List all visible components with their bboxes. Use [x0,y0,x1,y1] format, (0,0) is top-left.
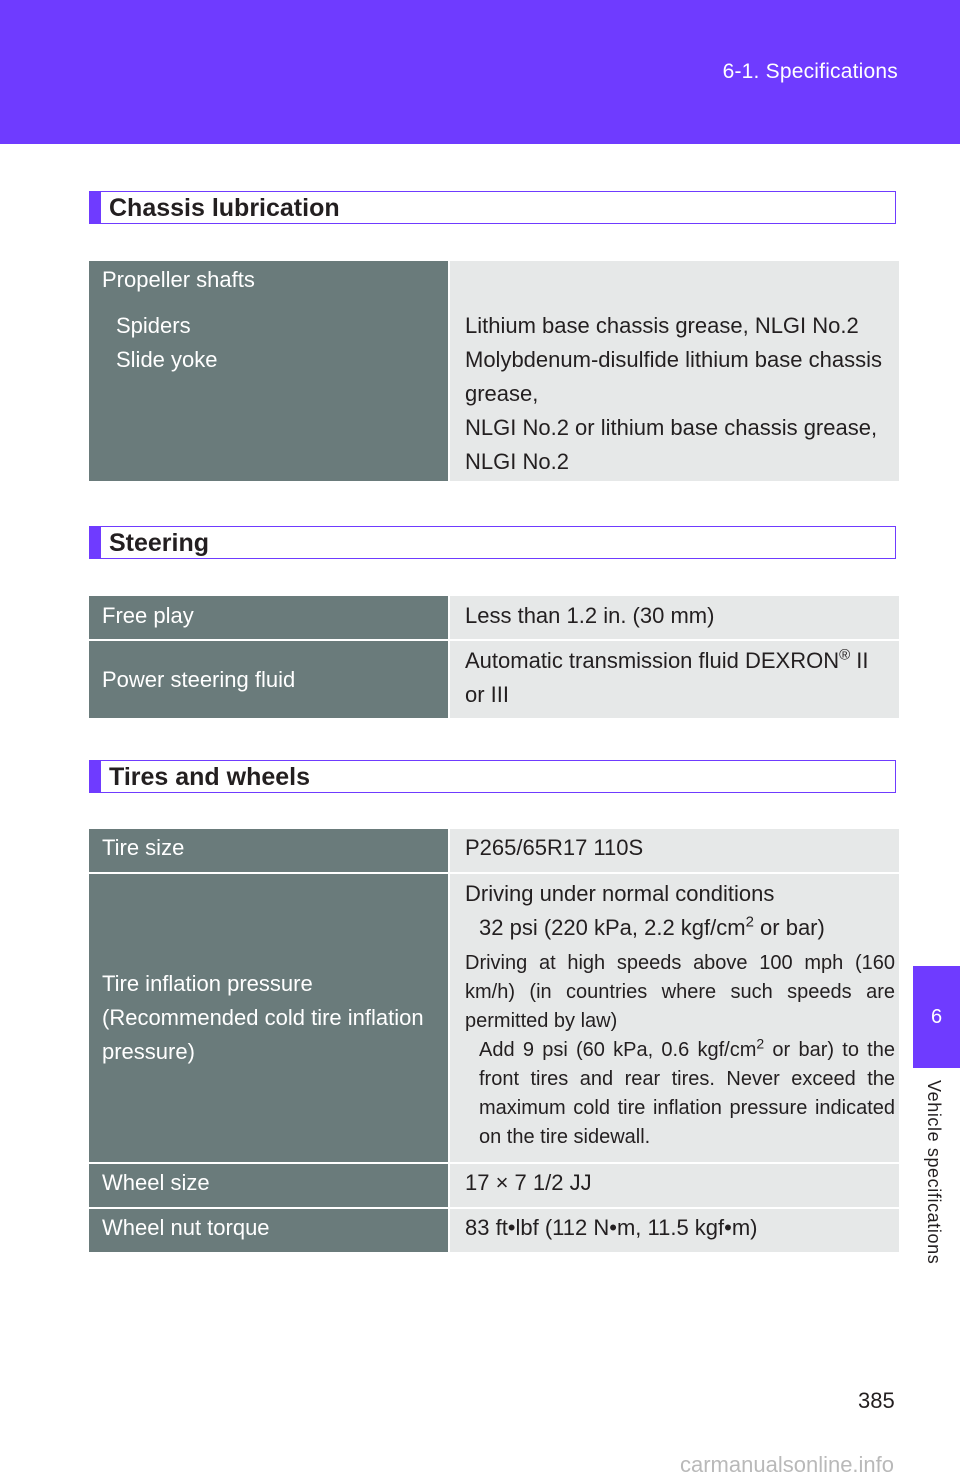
page-number: 385 [858,1388,895,1413]
free-play-label: Free play [89,596,449,640]
section-title: 6-1. Specifications [722,60,898,83]
fluid-label: Power steering fluid [89,640,449,719]
pressure-label-3: pressure) [102,1039,195,1064]
normal-conditions-value [465,911,895,945]
high-value-sup: 2 [756,1035,765,1052]
registered-mark: ® [839,646,851,664]
heading-bar [90,192,101,223]
nut-torque-label: Wheel nut torque [89,1208,449,1253]
normal-conditions-heading: Driving under normal conditions [465,881,775,906]
propeller-value-cell [449,261,899,482]
tire-size-label: Tire size [89,829,449,873]
chassis-heading [89,191,896,224]
table-row [89,829,899,873]
tire-size-value: P265/65R17 110S [449,829,899,873]
pressure-value-cell [449,873,899,1163]
grease-line-2: Molybdenum-disulfide lithium base chassis [465,347,882,372]
normal-value-b: or bar) [753,915,825,940]
table-row [89,1208,899,1253]
table-row [89,1163,899,1208]
tires-heading-text: Tires and wheels [109,763,311,791]
fluid-value-b: II [850,648,869,673]
grease-line-3: grease, [465,381,539,406]
fluid-value-cell [449,640,899,719]
grease-line-5: NLGI No.2 [465,449,569,474]
steering-table [89,596,899,720]
high-value-a: Add 9 psi (60 kPa, 0.6 kgf/cm [479,1039,757,1061]
table-row [89,873,899,1163]
watermark: carmanualsonline.info [680,1452,895,1477]
normal-value-sup: 2 [745,913,754,931]
pressure-label-2: (Recommended cold tire inflation [102,1005,424,1030]
pressure-label-cell [89,873,449,1163]
fluid-value-a: Automatic transmission fluid DEXRON [465,648,840,673]
pressure-label-1: Tire inflation pressure [102,971,313,996]
spiders-label: Spiders [116,313,191,338]
normal-value-a: 32 psi (220 kPa, 2.2 kgf/cm [479,915,746,940]
chapter-label: Vehicle specifications [924,1080,944,1265]
propeller-label-cell [89,261,449,482]
nut-torque-value: 83 ft•lbf (112 N•m, 11.5 kgf•m) [449,1208,899,1253]
chapter-number: 6 [930,1005,943,1028]
high-speed-text: Driving at high speeds above 100 mph (160 km/h) (in countries where such speeds are permitted by law) [465,952,895,1032]
high-value-b: or bar) to the front tires and rear tires. Never exceed the maximum cold tire inflation pressure indicated on the tire sidewall. [479,1039,895,1148]
chassis-table [89,261,899,483]
steering-heading [89,526,896,559]
steering-heading-text: Steering [109,529,210,557]
page-header [0,0,960,144]
tires-heading [89,760,896,793]
table-row [89,261,899,482]
table-row [89,640,899,719]
grease-line-4: NLGI No.2 or lithium base chassis grease, [465,415,878,440]
table-row [89,596,899,640]
wheel-size-label: Wheel size [89,1163,449,1208]
propeller-label: Propeller shafts [102,267,255,292]
slide-yoke-label: Slide yoke [116,347,218,372]
chassis-heading-text: Chassis lubrication [109,194,340,222]
wheel-size-value: 17 × 7 1/2 JJ [449,1163,899,1208]
grease-line-1: Lithium base chassis grease, NLGI No.2 [465,313,859,338]
high-speed-value [465,1036,895,1162]
chapter-tab[interactable] [913,966,960,1068]
heading-bar [90,527,101,558]
heading-bar [90,761,101,792]
fluid-value-line-1 [465,644,895,678]
tires-table [89,829,899,1254]
free-play-value: Less than 1.2 in. (30 mm) [449,596,899,640]
fluid-value-line-2: or III [465,682,510,707]
